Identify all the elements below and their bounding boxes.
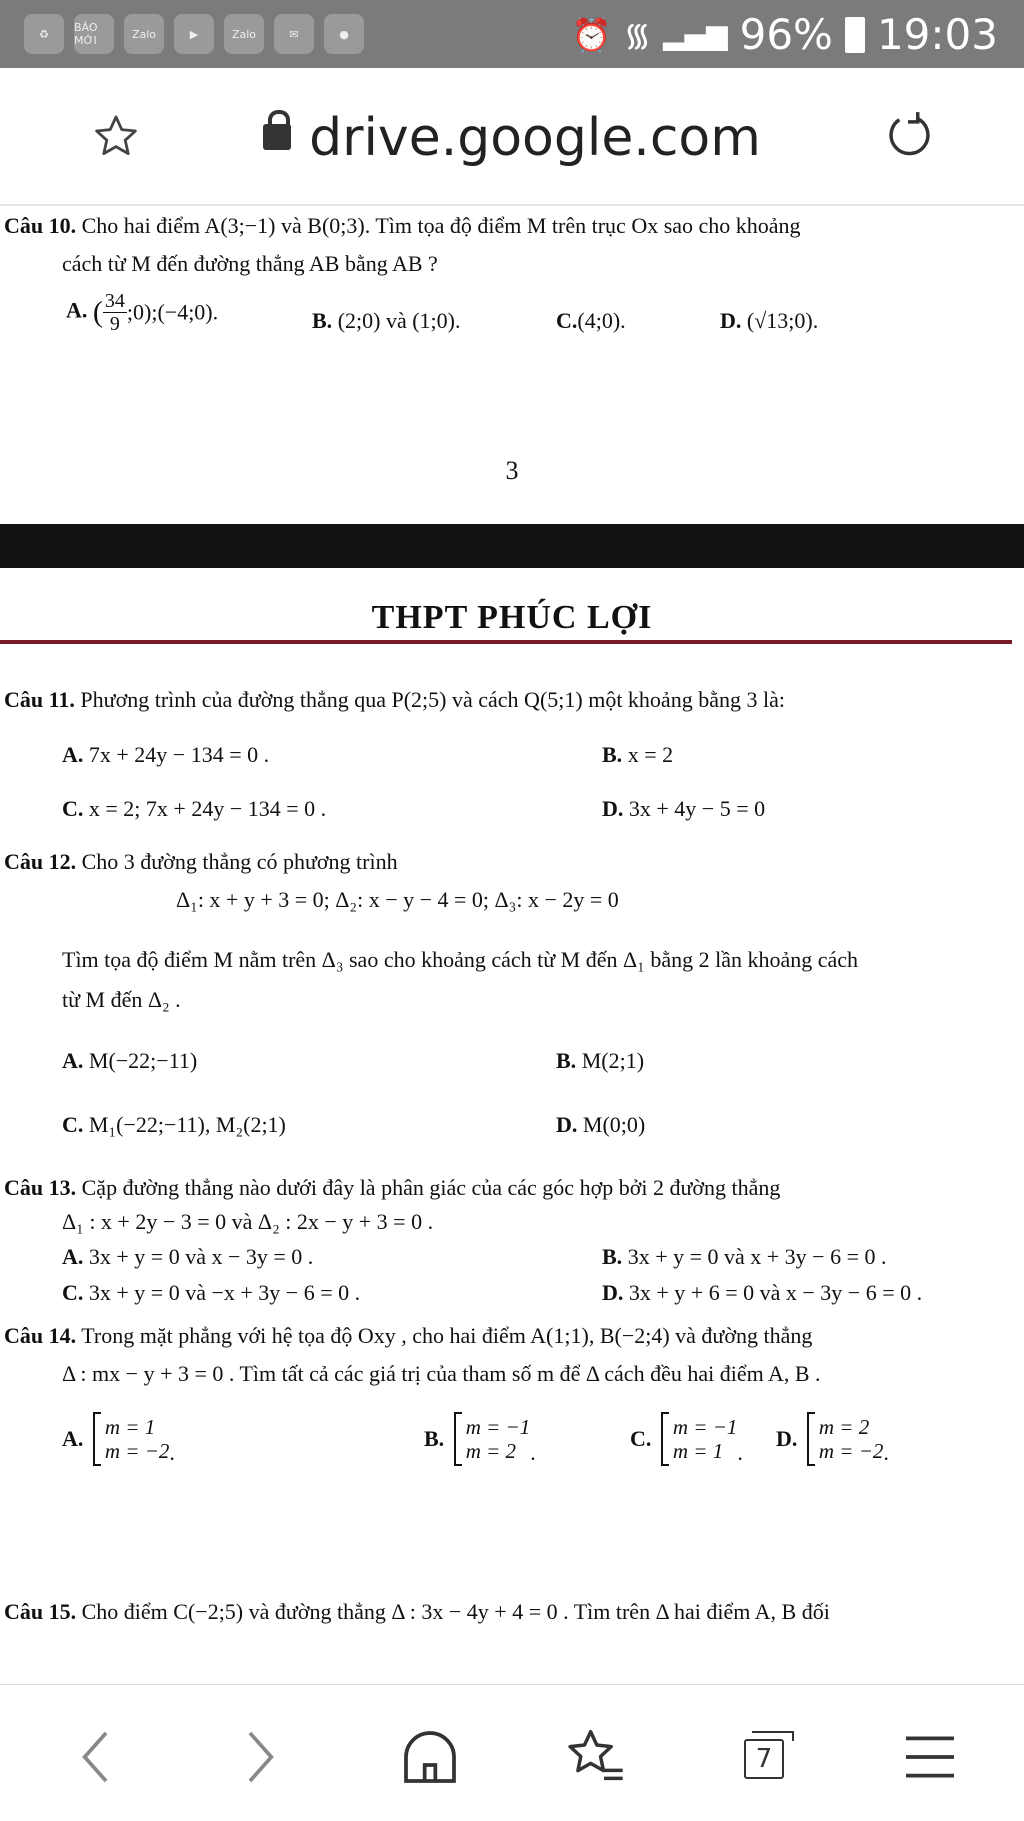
- zalo-icon: Zalo: [224, 14, 264, 54]
- zalo-icon: Zalo: [124, 14, 164, 54]
- question-15: [4, 1598, 830, 1626]
- url-text: drive.google.com: [309, 108, 761, 168]
- q14-option-d: D. m = 2 m = −2.: [776, 1412, 889, 1466]
- reload-icon[interactable]: [882, 110, 934, 162]
- status-bar: [0, 0, 1024, 68]
- question-number: Câu 11.: [4, 687, 75, 712]
- browser-bottom-bar: [0, 1684, 1024, 1821]
- battery-percent: 96%: [739, 10, 833, 59]
- question-text: cách từ M đến đường thẳng AB bằng AB ?: [62, 251, 438, 276]
- q14-option-b: B. m = −1 m = 2 .: [424, 1412, 536, 1466]
- q14-option-a: A. m = 1 m = −2.: [62, 1412, 175, 1466]
- question-number: Câu 10.: [4, 213, 77, 238]
- notification-icons: [24, 14, 364, 54]
- tabs-button[interactable]: [734, 1725, 798, 1789]
- back-icon[interactable]: [66, 1725, 130, 1789]
- recycle-icon: ♻: [24, 14, 64, 54]
- forward-icon[interactable]: [226, 1725, 290, 1789]
- lock-icon: [263, 124, 291, 150]
- q10-option-a: A. ( $\frac{34}{9};0);(-4;0)$.: [66, 290, 219, 335]
- question-number: Câu 13.: [4, 1175, 77, 1200]
- q12-option-b: B. M(2;1): [556, 1048, 645, 1073]
- question-text: Cho 3 đường thẳng có phương trình: [81, 849, 398, 874]
- fraction: $\frac{34}{9}$: [104, 290, 125, 335]
- q10-option-c: C.(4;0).: [556, 308, 626, 333]
- chat-icon: ●: [324, 14, 364, 54]
- question-10: [4, 212, 801, 240]
- q13-option-a: A. 3x + y = 0 và x − 3y = 0 .: [62, 1244, 314, 1269]
- question-11: [4, 686, 785, 714]
- q12-option-c: C. M₁(−22;−11), M₂(2;1): [62, 1112, 286, 1137]
- school-header: THPT PHÚC LỢI: [371, 599, 653, 636]
- question-text: Trong mặt phẳng với hệ tọa độ Oxy , cho hai điểm A(1;1), B(−2;4) và đường thẳng: [81, 1323, 813, 1348]
- q13-line2: Δ₁ : x + 2y − 3 = 0 và Δ₂ : 2x − y + 3 = 0 .: [62, 1209, 434, 1234]
- question-text: Cho điểm C(−2;5) và đường thẳng Δ : 3x − 4y + 4 = 0 . Tìm trên Δ hai điểm A, B đối: [81, 1599, 830, 1624]
- q14-line2: Δ : mx − y + 3 = 0 . Tìm tất cả các giá trị của tham số m để Δ cách đều hai điểm A, B .: [62, 1361, 821, 1386]
- question-14: [4, 1322, 812, 1350]
- page-number: 3: [505, 456, 519, 485]
- q11-option-c: C. x = 2; 7x + 24y − 134 = 0 .: [62, 796, 327, 821]
- question-number: Câu 15.: [4, 1599, 77, 1624]
- wifi-icon: ᯾: [623, 16, 651, 54]
- q12-equations: Δ₁: x + y + 3 = 0; Δ₂: x − y − 4 = 0; Δ₃: x − 2y = 0: [176, 887, 619, 912]
- q11-option-b: B. x = 2: [602, 742, 674, 767]
- alarm-icon: ⏰: [571, 15, 612, 54]
- signal-icon: ▂▄▆: [662, 18, 728, 51]
- q12-line2: Tìm tọa độ điểm M nằm trên Δ₃ sao cho khoảng cách từ M đến Δ₁ bằng 2 lần khoảng cách: [62, 947, 859, 972]
- baomoi-icon: BÁO MỚI: [74, 14, 114, 54]
- q12-line3: từ M đến Δ₂ .: [62, 987, 181, 1012]
- youtube-icon: ▶: [174, 14, 214, 54]
- clock: 19:03: [876, 10, 998, 59]
- question-text: Cho hai điểm A(3;−1) và B(0;3). Tìm tọa độ điểm M trên trục Ox sao cho khoảng: [81, 213, 801, 238]
- bookmarks-icon[interactable]: [564, 1725, 628, 1789]
- question-text: Cặp đường thẳng nào dưới đây là phân giác của các góc hợp bởi 2 đường thẳng: [81, 1175, 781, 1200]
- question-number: Câu 14.: [4, 1323, 77, 1348]
- home-icon[interactable]: [398, 1725, 462, 1789]
- q11-option-d: D. 3x + 4y − 5 = 0: [602, 796, 766, 821]
- q12-option-a: A. M(−22;−11): [62, 1048, 198, 1073]
- q10-option-b: B. (2;0) và (1;0).: [312, 308, 461, 333]
- q11-option-a: A. 7x + 24y − 134 = 0 .: [62, 742, 270, 767]
- tabs-icon: [752, 1731, 794, 1741]
- battery-icon: [845, 17, 865, 53]
- q12-option-d: D. M(0;0): [556, 1112, 646, 1137]
- q13-option-c: C. 3x + y = 0 và −x + 3y − 6 = 0 .: [62, 1280, 361, 1305]
- menu-icon[interactable]: [898, 1725, 962, 1789]
- question-text: Phương trình của đường thẳng qua P(2;5) và cách Q(5;1) một khoảng bằng 3 là:: [80, 687, 785, 712]
- document-viewer[interactable]: [0, 204, 1024, 1684]
- page-break: [0, 524, 1024, 568]
- question-13: [4, 1174, 780, 1202]
- mail-icon: ✉: [274, 14, 314, 54]
- question-12: [4, 848, 398, 876]
- header-divider: [0, 640, 1012, 644]
- q14-option-c: C. m = −1 m = 1 .: [630, 1412, 743, 1466]
- tab-count: 7: [744, 1739, 784, 1779]
- question-10-line2: [62, 250, 438, 278]
- q13-option-d: D. 3x + y + 6 = 0 và x − 3y − 6 = 0 .: [602, 1280, 923, 1305]
- browser-address-bar: [0, 68, 1024, 206]
- q13-option-b: B. 3x + y = 0 và x + 3y − 6 = 0 .: [602, 1244, 887, 1269]
- question-number: Câu 12.: [4, 849, 77, 874]
- url-field[interactable]: [0, 108, 1024, 168]
- q10-option-d: D. (√13;0).: [720, 308, 819, 333]
- system-status: [572, 10, 998, 59]
